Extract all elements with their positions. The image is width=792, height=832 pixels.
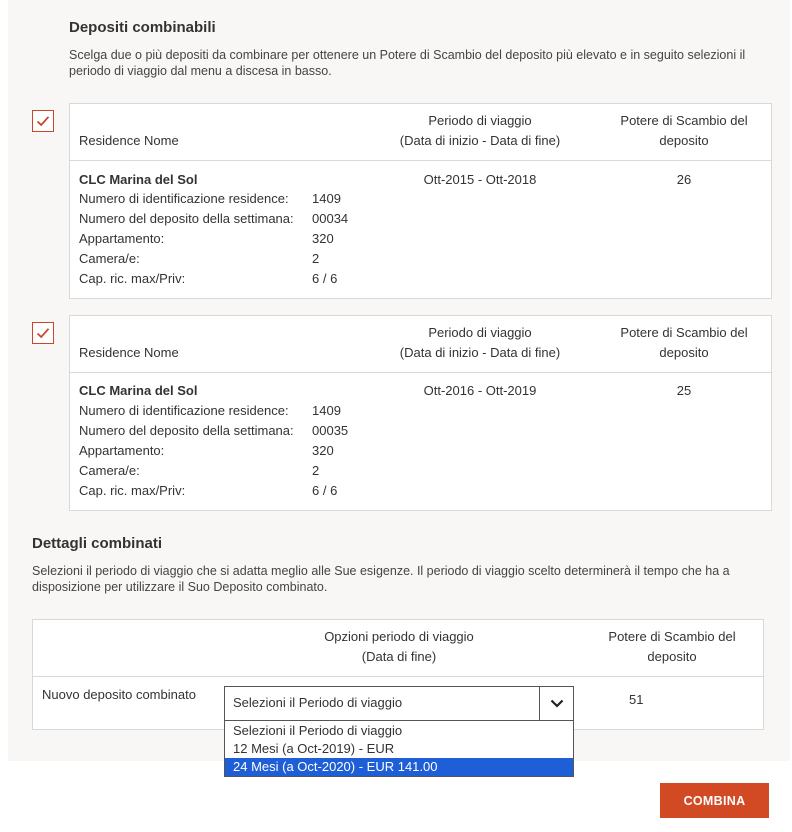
combined-power-value: 51 [629, 692, 644, 707]
header-period-line2: (Data di inizio - Data di fine) [399, 133, 561, 148]
chevron-down-icon [550, 699, 564, 708]
combine-button[interactable]: COMBINA [660, 783, 769, 818]
label-bedrooms: Camera/e: [79, 251, 140, 266]
deposit-2-period: Ott-2016 - Ott-2019 [423, 383, 537, 398]
label-apartment: Appartamento: [79, 443, 165, 458]
header-period-line1: Periodo di viaggio [428, 113, 532, 128]
combined-row-label: Nuovo deposito combinato [42, 687, 196, 702]
header-power-line1: Potere di Scambio del [620, 113, 748, 128]
label-capacity: Cap. ric. max/Priv: [79, 483, 186, 498]
section-title-combined: Dettagli combinati [32, 535, 163, 552]
deposit-1-period: Ott-2015 - Ott-2018 [423, 172, 537, 187]
label-bedrooms: Camera/e: [79, 463, 140, 478]
section-description-deposits: Scelga due o più depositi da combinare per ottenere un Potere di Scambio del deposito più elevato e in seguito selezioni il periodo di viaggio dal menu a discesa in basso. [69, 48, 746, 78]
deposit-1-residence-id: 1409 [312, 191, 341, 206]
label-week-deposit: Numero del deposito della settimana: [79, 423, 294, 438]
label-residence-id: Numero di identificazione residence: [79, 403, 289, 418]
header-power-line2: deposito [659, 345, 709, 360]
header-residence-name: Residence Nome [79, 345, 179, 360]
deposit-1-week-deposit: 00034 [312, 211, 349, 226]
deposit-1-checkbox[interactable] [32, 110, 54, 132]
dropdown-option[interactable]: Selezioni il Periodo di viaggio [233, 723, 403, 738]
header-options-line2: (Data di fine) [361, 649, 437, 664]
label-capacity: Cap. ric. max/Priv: [79, 271, 186, 286]
deposit-2-residence-name: CLC Marina del Sol [79, 383, 198, 398]
dropdown-option[interactable]: 12 Mesi (a Oct-2019) - EUR [233, 741, 395, 756]
travel-period-select[interactable] [224, 686, 574, 721]
section-description-combined: Selezioni il periodo di viaggio che si adatta meglio alle Sue esigenze. Il periodo di viaggio scelto determinerà il tempo che ha a disposizione per utilizzare il Suo Deposito combinato. [32, 564, 730, 594]
header-power-line2: deposito [659, 133, 709, 148]
header-period-line2: (Data di inizio - Data di fine) [399, 345, 561, 360]
checkmark-icon [36, 115, 50, 127]
deposit-1-capacity: 6 / 6 [312, 271, 338, 286]
deposit-2-checkbox[interactable] [32, 322, 54, 344]
header-options-line1: Opzioni periodo di viaggio [324, 629, 474, 644]
travel-period-select-value: Selezioni il Periodo di viaggio [233, 695, 403, 710]
deposit-2-power: 25 [676, 383, 692, 398]
travel-period-dropdown [224, 721, 574, 777]
label-apartment: Appartamento: [79, 231, 165, 246]
deposit-2-capacity: 6 / 6 [312, 483, 338, 498]
header-period-line1: Periodo di viaggio [428, 325, 532, 340]
deposit-1-apartment: 320 [312, 231, 334, 246]
deposit-2-apartment: 320 [312, 443, 334, 458]
deposit-2-week-deposit: 00035 [312, 423, 349, 438]
header-power-line1: Potere di Scambio del [620, 325, 748, 340]
label-week-deposit: Numero del deposito della settimana: [79, 211, 294, 226]
deposit-1-power: 26 [676, 172, 692, 187]
dropdown-toggle-button[interactable] [539, 687, 573, 720]
checkmark-icon [36, 327, 50, 339]
deposit-1-residence-name: CLC Marina del Sol [79, 172, 198, 187]
header-combined-power-line1: Potere di Scambio del [608, 629, 736, 644]
deposit-2-residence-id: 1409 [312, 403, 341, 418]
label-residence-id: Numero di identificazione residence: [79, 191, 289, 206]
deposit-1-bedrooms: 2 [312, 251, 320, 266]
header-combined-power-line2: deposito [647, 649, 697, 664]
dropdown-option-highlighted[interactable]: 24 Mesi (a Oct-2020) - EUR 141.00 [225, 758, 573, 776]
deposit-2-bedrooms: 2 [312, 463, 320, 478]
section-title-deposits: Depositi combinabili [69, 19, 216, 36]
header-residence-name: Residence Nome [79, 133, 179, 148]
